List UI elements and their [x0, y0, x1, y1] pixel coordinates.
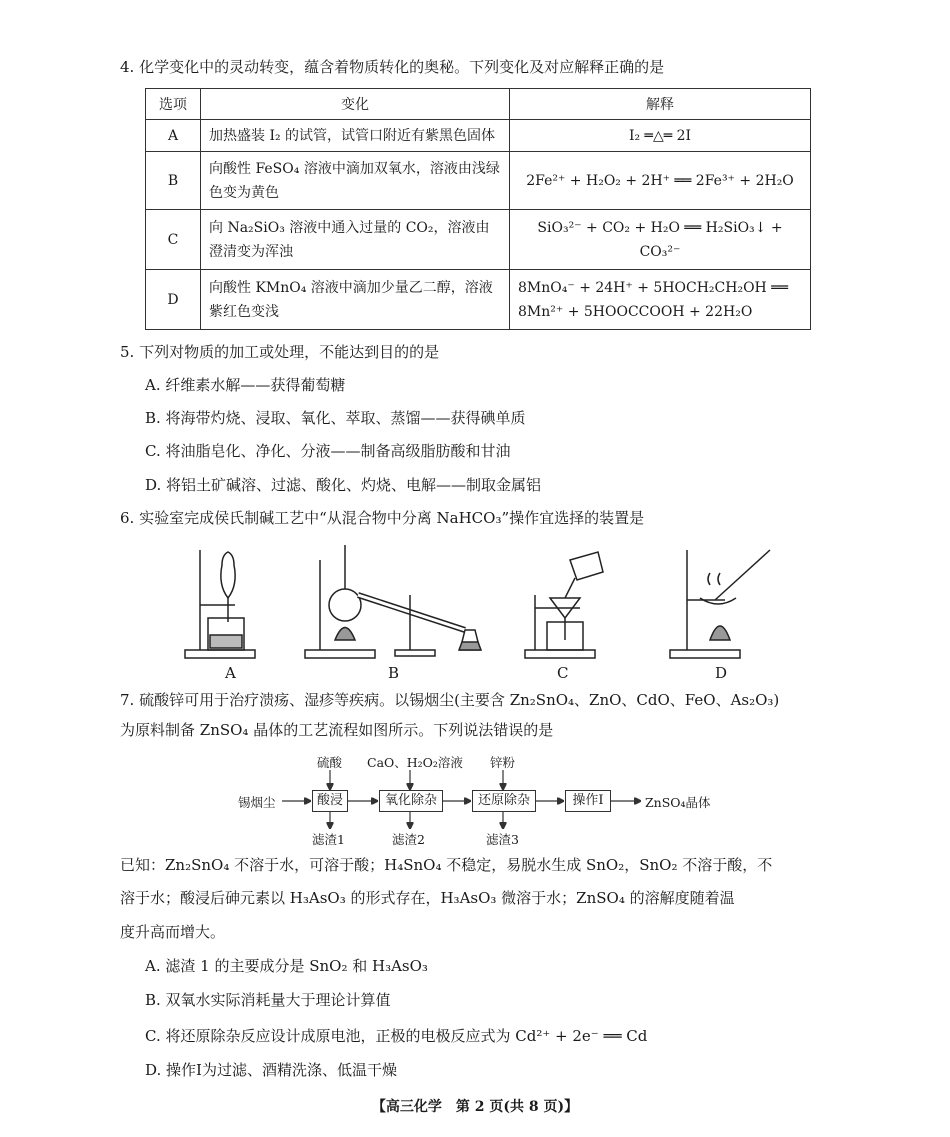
process-flow-diagram [230, 750, 730, 850]
header-explain: 解释 [510, 89, 811, 120]
q5-option-d: D. 将铝土矿碱溶、过滤、酸化、灼烧、电解——制取金属铝 [145, 476, 542, 494]
flow-input: 锡烟尘 [238, 795, 276, 810]
q5-option-b: B. 将海带灼烧、浸取、氧化、萃取、蒸馏——获得碘单质 [145, 409, 526, 427]
flow-residue-3: 滤渣3 [486, 832, 519, 847]
apparatus-label-a: A [225, 664, 236, 682]
flow-step-acid-leach: 酸浸 [312, 790, 348, 812]
row-explain: 8MnO₄⁻ + 24H⁺ + 5HOCH₂CH₂OH ══ 8Mn²⁺ + 5HOOCCOOH + 22H₂O [510, 270, 811, 330]
flow-step-operation: 操作Ⅰ [565, 790, 611, 812]
row-option: A [146, 120, 201, 152]
table-row [146, 270, 811, 330]
flow-reagent-2: CaO、H₂O₂溶液 [367, 755, 463, 770]
q5-stem: 5. 下列对物质的加工或处理，不能达到目的的是 [120, 343, 440, 361]
flow-residue-1: 滤渣1 [312, 832, 345, 847]
flow-reagent-3: 锌粉 [490, 755, 516, 770]
table-row [146, 152, 811, 210]
table-row [146, 210, 811, 270]
flow-step-reduction: 还原除杂 [472, 790, 536, 812]
row-option: B [146, 152, 201, 210]
header-option: 选项 [146, 89, 201, 120]
q4-stem: 4. 化学变化中的灵动转变，蕴含着物质转化的奥秘。下列变化及对应解释正确的是 [120, 58, 665, 76]
apparatus-d-evaporation [670, 550, 770, 658]
row-change: 向酸性 KMnO₄ 溶液中滴加少量乙二醇，溶液紫红色变浅 [201, 270, 510, 330]
q7-stem-line1: 7. 硫酸锌可用于治疗溃疡、湿疹等疾病。以锡烟尘(主要含 Zn₂SnO₄、ZnO、CdO、FeO、As₂O₃) [120, 691, 780, 709]
row-change: 向 Na₂SiO₃ 溶液中通入过量的 CO₂，溶液由澄清变为浑浊 [201, 210, 510, 270]
table-row [146, 120, 811, 152]
flow-reagent-1: 硫酸 [317, 755, 343, 770]
row-explain: I₂ ═△═ 2I [510, 120, 811, 152]
row-explain: SiO₃²⁻ + CO₂ + H₂O ══ H₂SiO₃↓ + CO₃²⁻ [510, 210, 811, 270]
q7-option-d: D. 操作Ⅰ为过滤、酒精洗涤、低温干燥 [145, 1061, 397, 1079]
row-explain: 2Fe²⁺ + H₂O₂ + 2H⁺ ══ 2Fe³⁺ + 2H₂O [510, 152, 811, 210]
q4-table [145, 88, 811, 330]
q5-option-c: C. 将油脂皂化、净化、分液——制备高级脂肪酸和甘油 [145, 442, 511, 460]
page-footer: 【高三化学 第 2 页(共 8 页)】 [371, 1099, 579, 1115]
q6-stem: 6. 实验室完成侯氏制碱工艺中“从混合物中分离 NaHCO₃”操作宜选择的装置是 [120, 509, 645, 527]
apparatus-label-c: C [557, 664, 569, 682]
row-change: 加热盛装 I₂ 的试管，试管口附近有紫黑色固体 [201, 120, 510, 152]
q7-known-line3: 度升高而增大。 [120, 923, 226, 941]
apparatus-label-b: B [388, 664, 400, 682]
table-header-row [146, 89, 811, 120]
q7-stem-line2: 为原料制备 ZnSO₄ 晶体的工艺流程如图所示。下列说法错误的是 [120, 721, 554, 739]
q5-option-a: A. 纤维素水解——获得葡萄糖 [145, 376, 346, 394]
q7-known-line1: 已知：Zn₂SnO₄ 不溶于水，可溶于酸；H₄SnO₄ 不稳定，易脱水生成 SnO₂，SnO₂ 不溶于酸，不 [120, 856, 773, 874]
apparatus-figures [180, 540, 800, 665]
q7-option-a: A. 滤渣 1 的主要成分是 SnO₂ 和 H₃AsO₃ [145, 957, 428, 975]
q7-option-b: B. 双氧水实际消耗量大于理论计算值 [145, 991, 391, 1009]
header-change: 变化 [201, 89, 510, 120]
q7-known-line2: 溶于水；酸浸后砷元素以 H₃AsO₃ 的形式存在，H₃AsO₃ 微溶于水；ZnSO₄ 的溶解度随着温 [120, 889, 735, 907]
flow-residue-2: 滤渣2 [392, 832, 425, 847]
apparatus-c-filtration [525, 552, 603, 658]
apparatus-label-d: D [715, 664, 728, 682]
row-option: C [146, 210, 201, 270]
flow-output: ZnSO₄晶体 [645, 795, 711, 810]
row-change: 向酸性 FeSO₄ 溶液中滴加双氧水，溶液由浅绿色变为黄色 [201, 152, 510, 210]
apparatus-b-distillation [305, 545, 481, 658]
row-option: D [146, 270, 201, 330]
q7-option-c: C. 将还原除杂反应设计成原电池，正极的电极反应式为 Cd²⁺ + 2e⁻ ══ Cd [145, 1027, 648, 1045]
flow-step-oxidation: 氧化除杂 [379, 790, 443, 812]
apparatus-a-separatory-funnel [185, 550, 255, 658]
